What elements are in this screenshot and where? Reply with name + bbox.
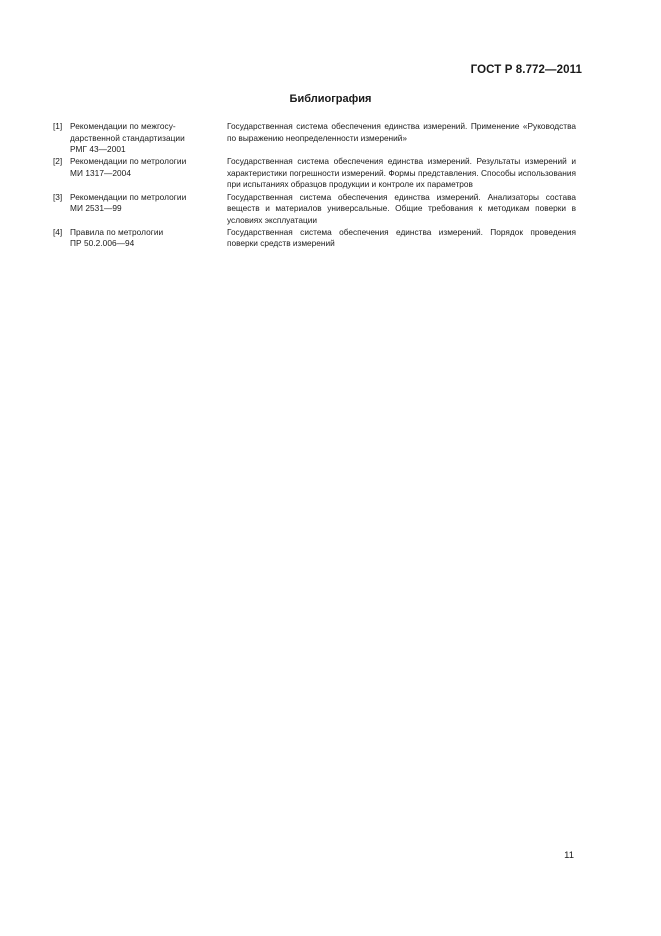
- entry-number: [3]: [53, 191, 63, 202]
- bibliography-entry: [53, 156, 576, 191]
- entry-description: Государственная система обеспечения единства измерений. Анализаторы состава веществ и материалов универсальные. Общие требования к методикам поверки в условиях эксплуатации: [227, 191, 576, 225]
- bibliography-entry: [53, 192, 576, 227]
- entry-description: Государственная система обеспечения единства измерений. Результаты измерений и характеристики погрешности измерений. Формы представления. Способы использования при испытаниях образцов продукции и контроле их параметров: [227, 156, 576, 190]
- bibliography-entry: [53, 121, 576, 156]
- entry-source: Рекомендации по метрологии МИ 2531—99: [70, 191, 187, 214]
- document-code: ГОСТ Р 8.772—2011: [470, 64, 582, 76]
- bibliography-entry: [53, 227, 576, 250]
- bibliography-list: [53, 121, 576, 251]
- entry-description: Государственная система обеспечения единства измерений. Порядок проведения поверки средств измерений: [227, 226, 576, 249]
- entry-description: Государственная система обеспечения единства измерений. Применение «Руководства по выражению неопределенности измерений»: [227, 121, 576, 143]
- entry-source: Рекомендации по метрологии МИ 1317—2004: [70, 156, 187, 178]
- entry-number: [4]: [53, 226, 63, 237]
- section-title: Библиография: [289, 93, 372, 105]
- entry-number: [1]: [53, 121, 63, 131]
- entry-number: [2]: [53, 156, 63, 167]
- entry-source: Рекомендации по межгосу- дарственной стандартизации РМГ 43—2001: [70, 121, 185, 155]
- page-number: 11: [564, 850, 574, 861]
- entry-source: Правила по метрологии ПР 50.2.006—94: [70, 226, 164, 249]
